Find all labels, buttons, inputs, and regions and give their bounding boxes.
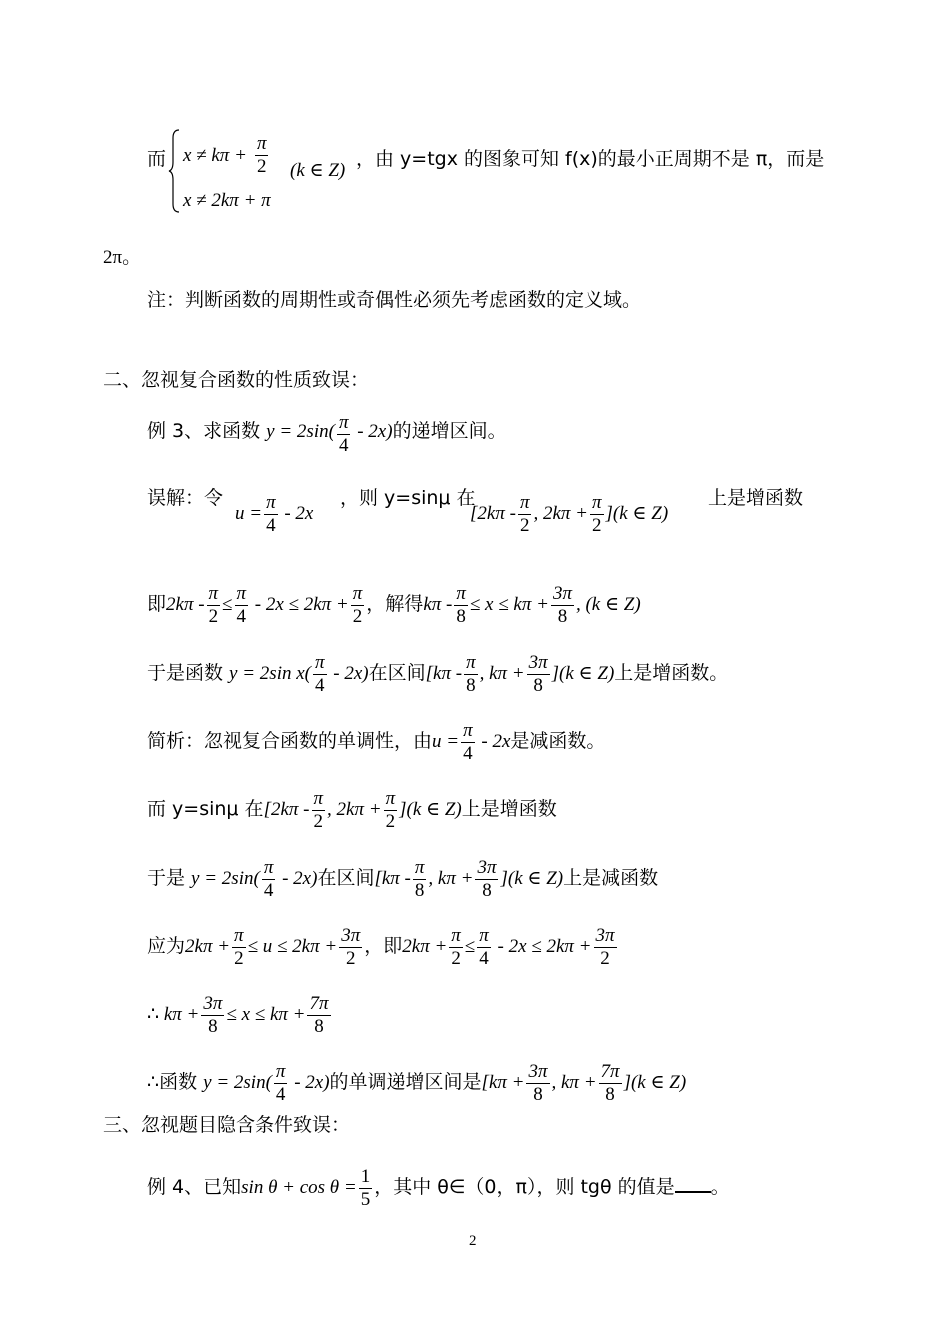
frac-den: 2 xyxy=(234,948,244,969)
math-expr: ≤ u ≤ 2kπ + xyxy=(247,936,338,957)
math-expr: y = 2sin( xyxy=(266,421,335,442)
frac-den: 4 xyxy=(463,743,473,764)
math-expr: x ≠ 2kπ + π xyxy=(183,190,271,211)
line-yingwei xyxy=(147,925,619,970)
text-content: 于是函数 xyxy=(147,662,230,684)
fraction xyxy=(449,925,463,970)
line-yushi-1 xyxy=(147,652,728,697)
text-content: ，则 y=sinμ 在 xyxy=(340,487,476,509)
line-example-3 xyxy=(147,412,507,457)
line-wrong-solution-u xyxy=(235,492,313,537)
frac-den: 8 xyxy=(208,1016,218,1037)
fraction xyxy=(461,720,475,765)
math-expr: , kπ + xyxy=(428,868,474,889)
math-expr: kπ - xyxy=(423,594,453,615)
math-expr: ≤ x ≤ kπ + xyxy=(226,1004,306,1025)
line-wrong-solution-suffix xyxy=(708,486,803,510)
math-expr: - 2x) xyxy=(289,1072,330,1093)
math-expr: - 2x ≤ 2kπ + xyxy=(492,936,592,957)
frac-num: π xyxy=(314,652,325,673)
line-wrong-solution xyxy=(147,486,223,510)
math-expr: [2kπ - xyxy=(263,799,310,820)
text-content: 是减函数。 xyxy=(510,730,606,752)
fraction xyxy=(594,925,617,970)
math-expr: [2kπ - xyxy=(470,503,516,524)
text-content: 而 y=sinμ 在 xyxy=(147,798,264,820)
fraction xyxy=(527,652,550,697)
frac-den: 2 xyxy=(352,606,363,627)
frac-num: π xyxy=(352,583,363,604)
text-content: 三、忽视题目隐含条件致误： xyxy=(103,1114,351,1136)
math-expr: , kπ + xyxy=(479,663,525,684)
text-content: 2π。 xyxy=(103,247,142,268)
math-expr: kπ + xyxy=(163,1004,200,1025)
text-content: ，解得 xyxy=(366,593,424,615)
frac-den: 8 xyxy=(466,675,476,696)
math-expr: ≤ x ≤ kπ + xyxy=(469,594,549,615)
line-er-sin xyxy=(147,788,557,833)
frac-den: 5 xyxy=(360,1189,371,1210)
answer-blank[interactable] xyxy=(675,1175,711,1193)
frac-num: π xyxy=(208,583,219,604)
text-content: 上是增函数 xyxy=(461,798,557,820)
math-expr: , kπ + xyxy=(551,1072,597,1093)
frac-den: 8 xyxy=(414,880,425,901)
frac-num: π xyxy=(256,133,267,154)
system-row-1 xyxy=(183,133,270,178)
frac-num: π xyxy=(519,492,530,513)
math-expr: sin θ + cos θ = xyxy=(241,1177,357,1198)
frac-num: π xyxy=(338,412,349,433)
math-expr: y = 2sin x( xyxy=(229,663,311,684)
math-expr: 2kπ + xyxy=(402,936,448,957)
math-expr: ](k ∈ Z) xyxy=(623,1072,687,1093)
text-content: 误解：令 xyxy=(147,487,224,509)
math-expr: ](k ∈ Z) xyxy=(500,868,564,889)
frac-den: 2 xyxy=(519,515,530,536)
line-system-prefix xyxy=(147,147,166,171)
frac-den: 2 xyxy=(313,811,324,832)
text-content: 注：判断函数的周期性或奇偶性必须先考虑函数的定义域。 xyxy=(147,289,642,311)
frac-num: 7π xyxy=(600,1061,620,1082)
math-expr: ](k ∈ Z) xyxy=(399,799,462,820)
section-heading-2 xyxy=(103,368,369,392)
frac-den: 8 xyxy=(605,1084,615,1105)
line-system-text xyxy=(356,147,824,171)
line-therefore-x xyxy=(147,993,333,1038)
text-content: ，由 y=tgx 的图象可知 f(x)的最小正周期不是 π，而是 xyxy=(356,148,825,170)
math-expr: ](k ∈ Z) xyxy=(551,663,615,684)
fraction xyxy=(312,788,326,833)
frac-den: 8 xyxy=(557,606,568,627)
text-content: 在区间 xyxy=(368,662,426,684)
frac-num: π xyxy=(385,788,396,809)
math-expr: (k ∈ Z) xyxy=(290,160,346,181)
frac-num: 3π xyxy=(203,993,223,1014)
line-ji xyxy=(147,583,641,628)
text-content: 的单调递增区间是 xyxy=(329,1071,482,1093)
text-content: 上是增函数。 xyxy=(614,662,729,684)
frac-den: 8 xyxy=(314,1016,324,1037)
frac-den: 2 xyxy=(208,606,219,627)
math-expr: y = 2sin( xyxy=(203,1072,272,1093)
math-expr: - 2x xyxy=(279,503,314,524)
fraction xyxy=(454,583,468,628)
math-expr: - 2x) xyxy=(328,663,369,684)
text-content: 上是减函数 xyxy=(563,867,659,889)
fraction xyxy=(201,993,224,1038)
frac-num: π xyxy=(592,492,602,513)
math-expr: ](k ∈ Z) xyxy=(605,503,669,524)
math-expr: y = 2sin( xyxy=(191,868,260,889)
fraction xyxy=(235,583,249,628)
fraction xyxy=(477,925,491,970)
frac-den: 4 xyxy=(275,1084,286,1105)
text-content: ，即 xyxy=(364,935,403,957)
frac-den: 8 xyxy=(482,880,492,901)
fraction xyxy=(207,583,221,628)
fraction xyxy=(255,133,269,178)
math-expr: - 2x) xyxy=(277,868,318,889)
text-content: 的递增区间。 xyxy=(392,420,507,442)
text-content: 简析：忽视复合函数的单调性，由 xyxy=(147,730,433,752)
math-expr: - 2x ≤ 2kπ + xyxy=(250,594,349,615)
fraction xyxy=(551,583,574,628)
line-2pi xyxy=(103,245,141,270)
fraction xyxy=(599,1061,622,1106)
frac-den: 2 xyxy=(451,948,461,969)
text-content: 即 xyxy=(147,593,167,615)
frac-den: 4 xyxy=(236,606,247,627)
left-brace-icon xyxy=(168,128,182,214)
frac-num: π xyxy=(414,857,425,878)
section-heading-3 xyxy=(103,1113,350,1137)
math-expr: - 2x xyxy=(476,731,511,752)
frac-num: π xyxy=(266,492,276,513)
frac-num: π xyxy=(463,720,473,741)
frac-num: π xyxy=(236,583,247,604)
fraction xyxy=(339,925,362,970)
frac-num: 3π xyxy=(477,857,497,878)
system-row-2 xyxy=(183,188,271,213)
fraction xyxy=(413,857,427,902)
fraction xyxy=(464,652,478,697)
fraction xyxy=(475,857,498,902)
math-expr: - 2x) xyxy=(352,421,393,442)
frac-num: 3π xyxy=(528,1061,548,1082)
frac-num: π xyxy=(456,583,466,604)
fraction xyxy=(518,492,532,537)
frac-den: 4 xyxy=(266,515,276,536)
text-content: 应为 xyxy=(147,935,186,957)
text-content: 例 3、求函数 xyxy=(147,420,267,442)
frac-num: π xyxy=(466,652,476,673)
text-content: ，其中 θ∈（0，π），则 tgθ 的值是 xyxy=(374,1176,675,1198)
page-number: 2 xyxy=(469,1233,477,1249)
frac-num: 3π xyxy=(528,652,548,673)
frac-den: 2 xyxy=(592,515,602,536)
line-note xyxy=(147,288,641,312)
frac-den: 4 xyxy=(479,948,489,969)
math-expr: x ≠ kπ + xyxy=(183,145,247,166)
math-expr: 2kπ + xyxy=(185,936,231,957)
math-expr: [kπ - xyxy=(374,868,411,889)
fraction xyxy=(526,1061,549,1106)
system-condition xyxy=(290,158,345,183)
frac-den: 2 xyxy=(600,948,610,969)
frac-num: π xyxy=(479,925,489,946)
text-content: 例 4、已知 xyxy=(147,1176,242,1198)
math-expr: , 2kπ + xyxy=(533,503,588,524)
fraction xyxy=(307,993,330,1038)
frac-den: 4 xyxy=(315,675,325,696)
fraction xyxy=(274,1061,288,1106)
math-expr: ≤ xyxy=(464,936,476,957)
text-content: ∴函数 xyxy=(147,1071,204,1093)
line-yushi-2 xyxy=(147,857,658,902)
frac-num: π xyxy=(451,925,461,946)
text-content: 在区间 xyxy=(317,867,375,889)
frac-den: 2 xyxy=(256,156,267,177)
frac-den: 8 xyxy=(533,675,543,696)
text-er: 而 xyxy=(147,148,167,170)
line-wrong-solution-mid xyxy=(340,486,476,510)
line-therefore-fn xyxy=(147,1061,686,1106)
frac-num: 1 xyxy=(360,1166,371,1187)
frac-num: π xyxy=(313,788,324,809)
text-content: 于是 xyxy=(147,867,192,889)
frac-num: 3π xyxy=(595,925,615,946)
math-expr: [kπ + xyxy=(481,1072,525,1093)
frac-num: 3π xyxy=(341,925,361,946)
frac-den: 4 xyxy=(338,435,349,456)
fraction xyxy=(264,492,278,537)
math-expr: 2kπ - xyxy=(166,594,205,615)
frac-den: 2 xyxy=(345,948,356,969)
line-analysis xyxy=(147,720,605,765)
math-expr: ≤ xyxy=(222,594,233,615)
fraction xyxy=(313,652,327,697)
frac-num: π xyxy=(275,1061,286,1082)
math-expr: u = xyxy=(432,731,460,752)
frac-den: 4 xyxy=(263,880,274,901)
math-expr: [kπ - xyxy=(425,663,463,684)
math-expr: , (k ∈ Z) xyxy=(575,594,641,615)
fraction xyxy=(232,925,246,970)
line-example-4 xyxy=(147,1166,730,1211)
therefore-symbol: ∴ xyxy=(147,1004,164,1025)
text-content: 。 xyxy=(710,1176,730,1198)
frac-den: 8 xyxy=(533,1084,543,1105)
text-content: 二、忽视复合函数的性质致误： xyxy=(103,369,370,391)
frac-num: 3π xyxy=(552,583,572,604)
frac-den: 2 xyxy=(385,811,396,832)
fraction xyxy=(351,583,365,628)
frac-num: 7π xyxy=(309,993,329,1014)
line-wrong-solution-interval xyxy=(470,492,668,537)
fraction xyxy=(590,492,604,537)
frac-num: π xyxy=(234,925,244,946)
frac-den: 8 xyxy=(456,606,466,627)
fraction xyxy=(337,412,351,457)
text-content: 上是增函数 xyxy=(708,487,804,509)
frac-num: π xyxy=(263,857,274,878)
fraction xyxy=(384,788,398,833)
fraction xyxy=(262,857,276,902)
math-expr: , 2kπ + xyxy=(327,799,382,820)
fraction xyxy=(359,1166,373,1211)
math-expr: u = xyxy=(235,503,263,524)
